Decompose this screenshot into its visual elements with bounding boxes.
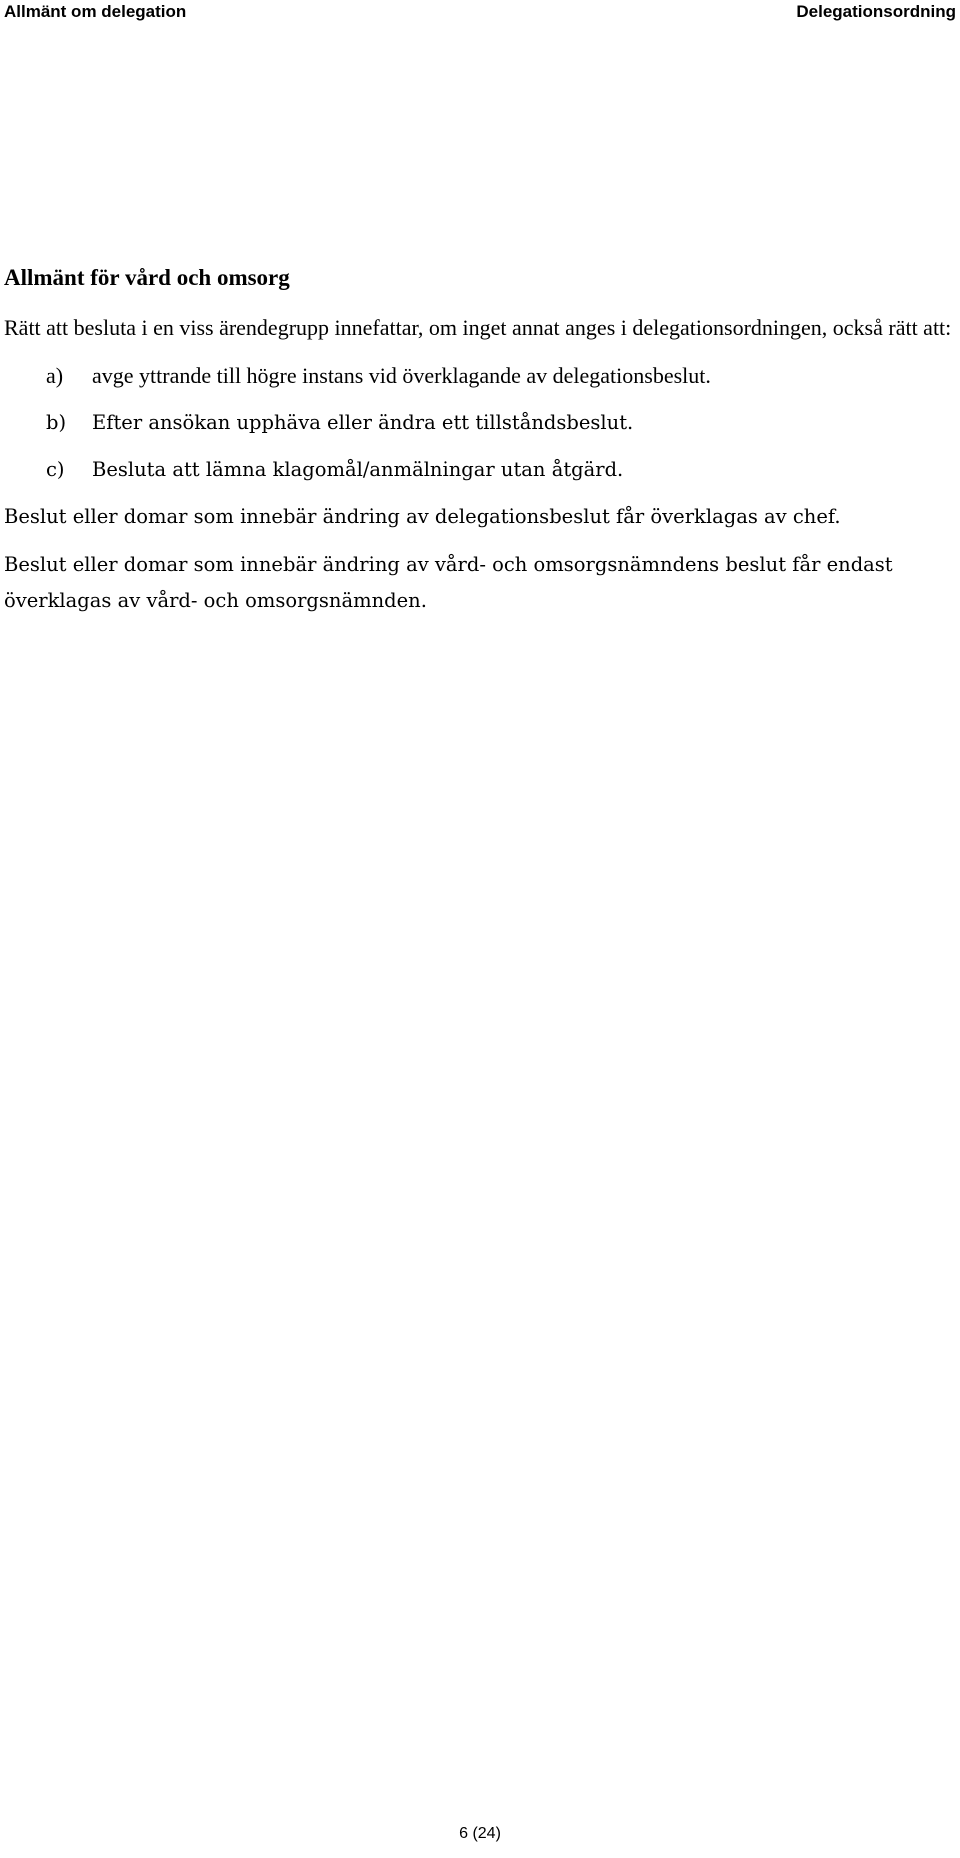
page-content [4, 262, 956, 631]
list-item-text: Besluta att lämna klagomål/anmälningar utan åtgärd. [92, 458, 624, 481]
list-item-text: Efter ansökan upphäva eller ändra ett tillståndsbeslut. [92, 411, 634, 434]
list-marker: c) [46, 458, 65, 481]
list-item [4, 405, 956, 441]
header-section-title: Allmänt om delegation [4, 2, 187, 21]
page-number: 6 (24) [459, 1825, 501, 1842]
rights-list [4, 358, 956, 488]
paragraph-appeal-committee: Beslut eller domar som innebär ändring av vård- och omsorgsnämndens beslut får endast överklagas av vård- och omsorgsnämnden. [4, 553, 893, 612]
list-marker: b) [46, 411, 67, 434]
paragraph-appeal-delegation: Beslut eller domar som innebär ändring av delegationsbeslut får överklagas av chef. [4, 505, 841, 528]
list-marker: a) [46, 363, 64, 388]
intro-paragraph: Rätt att besluta i en viss ärendegrupp innefattar, om inget annat anges i delegationsordningen, också rätt att: [4, 315, 952, 340]
list-item [4, 452, 956, 488]
header-document-title: Delegationsordning [796, 2, 956, 21]
list-item [4, 358, 956, 394]
page-header [0, 0, 960, 26]
list-item-text: avge yttrande till högre instans vid överklagande av delegationsbeslut. [92, 363, 711, 388]
section-title: Allmänt för vård och omsorg [4, 265, 290, 290]
